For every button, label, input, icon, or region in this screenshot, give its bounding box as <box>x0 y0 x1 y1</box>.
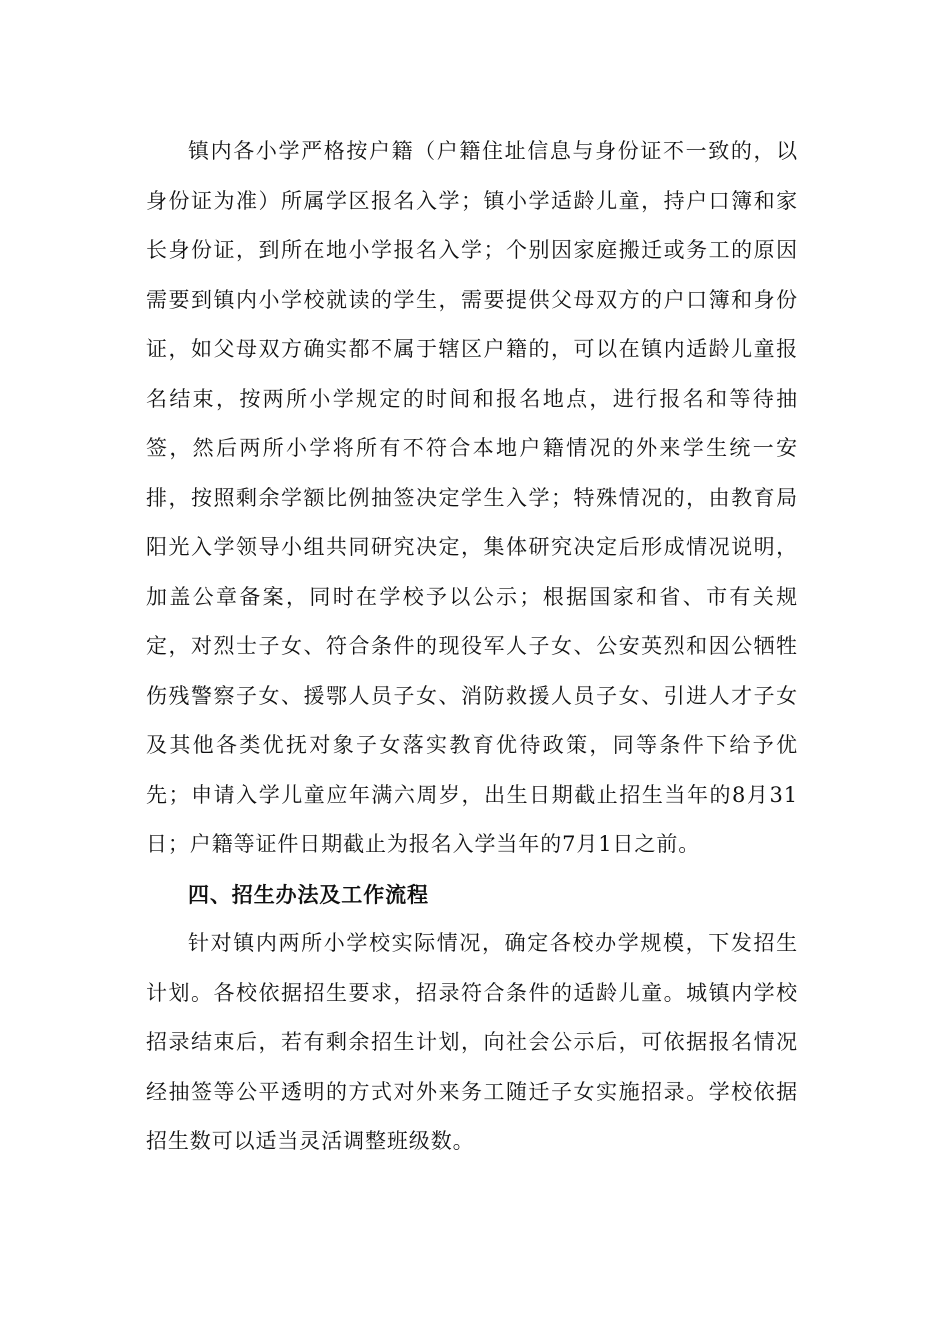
section-heading-enrollment-methods: 四、招生办法及工作流程 <box>188 881 429 907</box>
document-body <box>146 127 798 1167</box>
enrollment-rules-paragraph: 镇内各小学严格按户籍（户籍住址信息与身份证不一致的，以身份证为准）所属学区报名入学；镇小学适龄儿童，持户口簿和家长身份证，到所在地小学报名入学；个别因家庭搬迁或务工的原因需要到镇内小学校就读的学生，需要提供父母双方的户口簿和身份证，如父母双方确实都不属于辖区户籍的，可以在镇内适龄儿童报名结束，按两所小学规定的时间和报名地点，进行报名和等待抽签，然后两所小学将所有不符合本地户籍情况的外来学生统一安排，按照剩余学额比例抽签决定学生入学；特殊情况的，由教育局阳光入学领导小组共同研究决定，集体研究决定后形成情况说明，加盖公章备案，同时在学校予以公示；根据国家和省、市有关规定，对烈士子女、符合条件的现役军人子女、公安英烈和因公牺牲伤残警察子女、援鄂人员子女、消防救援人员子女、引进人才子女及其他各类优抚对象子女落实教育优待政策，同等条件下给予优先；申请入学儿童应年满六周岁，出生日期截止招生当年的8月31日；户籍等证件日期截止为报名入学当年的7月1日之前。 <box>146 139 798 856</box>
enrollment-procedure-paragraph: 针对镇内两所小学校实际情况，确定各校办学规模，下发招生计划。各校依据招生要求，招录符合条件的适龄儿童。城镇内学校招录结束后，若有剩余招生计划，向社会公示后，可依据报名情况经抽签等公平透明的方式对外来务工随迁子女实施招录。学校依据招生数可以适当灵活调整班级数。 <box>146 931 798 1153</box>
